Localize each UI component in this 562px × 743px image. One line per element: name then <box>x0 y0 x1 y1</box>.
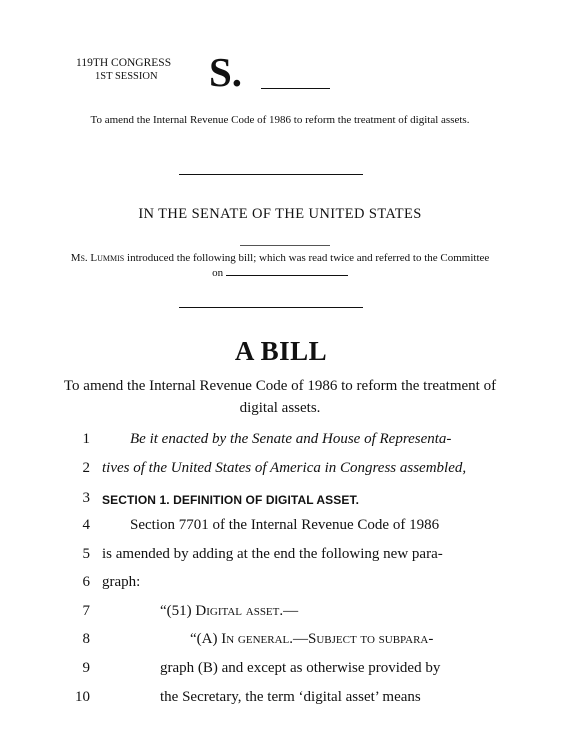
line-number: 7 <box>82 603 90 619</box>
bill-text-line: the Secretary, the term ‘digital asset’ means <box>160 689 421 705</box>
line-number: 4 <box>82 517 90 533</box>
line-number: 9 <box>82 660 90 676</box>
introduction-text: introduced the following bill; which was read twice and referred to the Committee on <box>127 252 490 279</box>
bill-text-line: graph (B) and except as otherwise provided by <box>160 660 441 676</box>
bill-purpose: To amend the Internal Revenue Code of 1986 to reform the treatment of digital assets. <box>63 378 497 416</box>
bill-number-blank <box>261 88 330 89</box>
divider-rule <box>179 174 363 175</box>
subparagraph-heading: “(A) In general.—Subject to subpara- <box>190 631 434 647</box>
congress-label: 119TH CONGRESS <box>76 57 172 69</box>
divider-rule-2 <box>179 307 363 308</box>
line-number: 5 <box>82 546 90 562</box>
bill-text-line: graph: <box>102 574 141 590</box>
thin-divider <box>240 245 330 246</box>
line-number: 3 <box>82 490 90 506</box>
line-number: 2 <box>82 460 90 476</box>
bill-number-prefix: S. <box>209 49 243 95</box>
introduction-statement <box>70 251 490 281</box>
sponsor-name: Ms. Lummis <box>70 252 125 264</box>
senate-heading: IN THE SENATE OF THE UNITED STATES <box>138 206 422 222</box>
header-purpose: To amend the Internal Revenue Code of 1986 to reform the treatment of digital assets. <box>90 114 470 126</box>
line-number: 1 <box>82 431 90 447</box>
committee-blank <box>226 266 348 276</box>
session-label: 1ST SESSION <box>95 71 158 82</box>
bill-text-line: Section 7701 of the Internal Revenue Code of 1986 <box>130 517 440 533</box>
line-number: 10 <box>75 689 90 705</box>
paragraph-heading: “(51) Digital asset.— <box>160 603 299 619</box>
bill-title: A BILL <box>234 336 328 366</box>
line-number: 8 <box>82 631 90 647</box>
enacting-clause-line: Be it enacted by the Senate and House of Representa- <box>130 431 452 447</box>
enacting-clause-line: tives of the United States of America in Congress assembled, <box>102 460 467 476</box>
line-number: 6 <box>82 574 90 590</box>
section-heading: SECTION 1. DEFINITION OF DIGITAL ASSET. <box>102 493 360 507</box>
bill-text-line: is amended by adding at the end the following new para- <box>102 546 443 562</box>
